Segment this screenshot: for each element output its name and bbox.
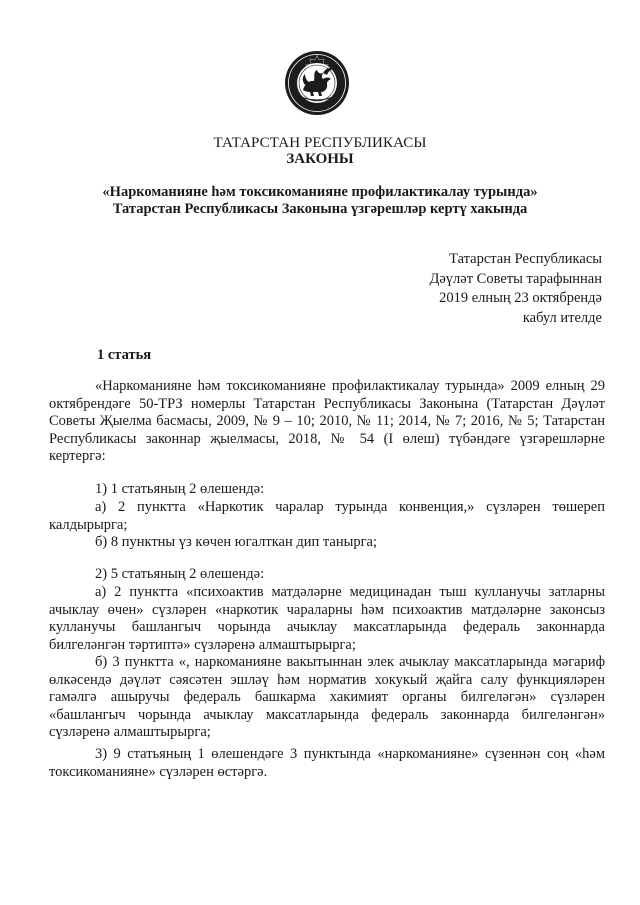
item-1-b: б) 8 пунктны үз көчен югалткан дип танырга; [95, 534, 377, 550]
item-1-a: а) 2 пунктта «Наркотик чаралар турында конвенция,» сүзләрен төшереп калдырырга; [49, 499, 605, 533]
adoption-note [429, 250, 602, 328]
adoption-line: кабул ителде [522, 309, 602, 326]
tatarstan-emblem-icon [284, 50, 350, 116]
item-3: 3) 9 статьяның 1 өлешендәге 3 пунктында «наркоманияне» сүзеннән соң «һәм токсикоманияне» сүзләрен өстәргә. [49, 746, 605, 780]
article-intro: «Наркоманияне һәм токсикоманияне профилактикалау турында» 2009 елның 29 октябрендәге 50-ТРЗ номерлы Татарстан Республикасы Законына (Татарстан Дәүләт Советы Җыелма басмасы, 2009, № 9 – 10; 2010, № 11; 2014, № 7; 2016, № 5; Татарстан Республикасы законнар җыелмасы, 2018, № 54 (I өлеш) түбәндәге үзгәрешләрне кертергә: [49, 378, 605, 464]
law-title-line-1: «Наркоманияне һәм токсикоманияне профилактикалау турында» [102, 184, 538, 200]
item-1-heading: 1) 1 статьяның 2 өлешендә: [95, 481, 265, 497]
adoption-line: 2019 елның 23 октябрендә [439, 290, 602, 306]
law-title-line-2: Татарстан Республикасы Законына үзгәрешләр кертү хакында [112, 201, 528, 217]
article-title: 1 статья [97, 347, 152, 363]
item-2-b: б) 3 пунктта «, наркоманияне вакытыннан элек ачыклау максатларында мәгариф өлкәсендә дәүләт сәясәтен эшләү һәм норматив хокукый җайга салу функцияләрен гамәлгә ашыручы федераль башкарма хакимият органы билгеләгән» сүзләрен «башлангыч чорында ачыклау максатларында федераль законнарда билгеләнгән» сүзләренә алмаштырырга; [49, 654, 605, 740]
adoption-line: Татарстан Республикасы [449, 251, 602, 267]
item-2-heading: 2) 5 статьяның 2 өлешендә: [95, 566, 265, 582]
adoption-line: Дәүләт Советы тарафыннан [429, 270, 602, 287]
republic-name: ТАТАРСТАН РЕСПУБЛИКАСЫ [213, 135, 427, 151]
law-label: ЗАКОНЫ [286, 151, 354, 167]
item-2-a: а) 2 пунктта «психоактив матдәләрне медицинадан тыш кулланучы затларны ачыклау өчен» сүзләрен «наркотик чараларны һәм психоактив матдәләрне законсыз кулланучы башлангыч чорында ачыклау максатларында федераль законнарда билгеләнгән тәртиптә» сүзләренә алмаштырырга; [49, 584, 605, 653]
